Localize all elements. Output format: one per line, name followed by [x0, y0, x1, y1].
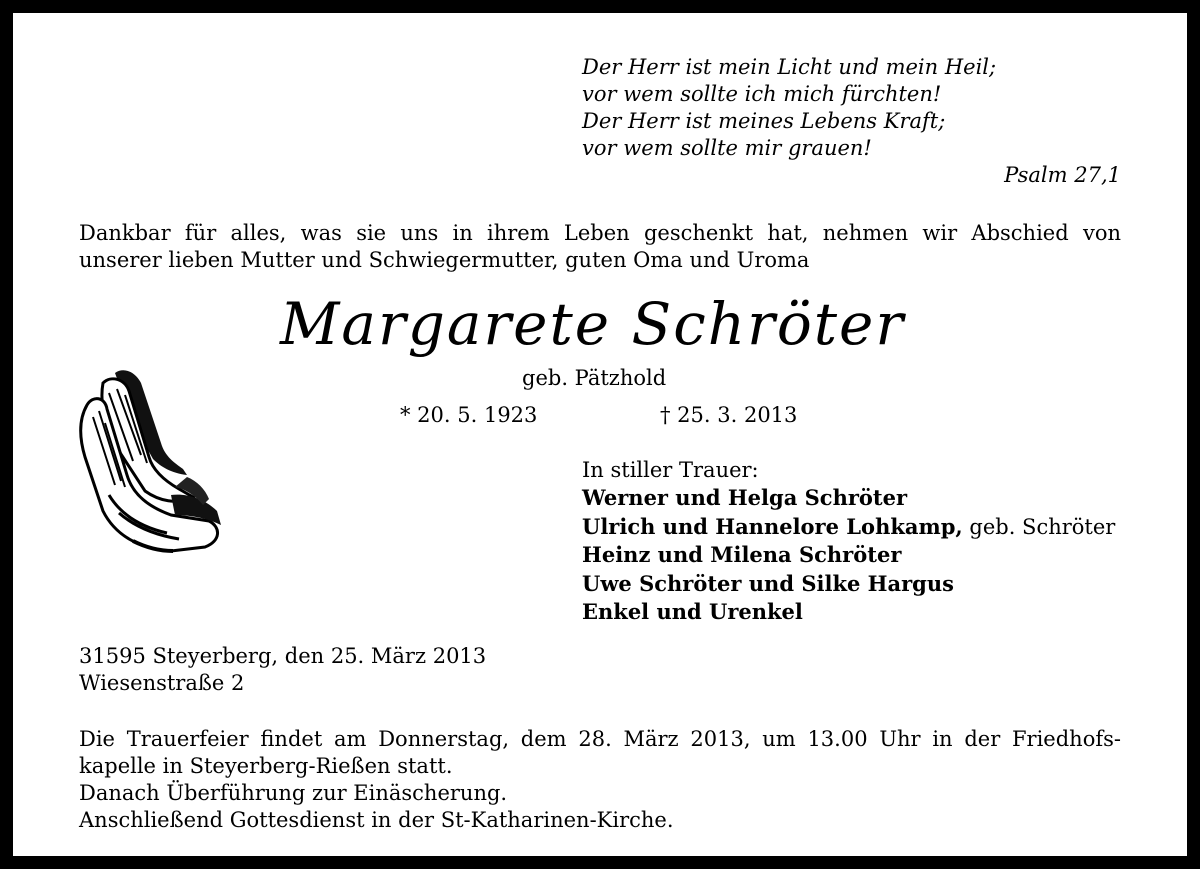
- mourner-names: Heinz und Milena Schröter: [582, 542, 902, 567]
- service-info: [79, 726, 1121, 834]
- mourners-heading: In stiller Trauer:: [582, 458, 759, 482]
- birth-name: geb. Pätzhold: [522, 366, 667, 390]
- mourner-names: Werner und Helga Schröter: [582, 485, 908, 510]
- mourner-entry: [582, 541, 1115, 570]
- psalm-line: vor wem sollte ich mich fürchten!: [582, 82, 942, 106]
- place-date: 31595 Steyerberg, den 25. März 2013: [79, 644, 487, 668]
- mourner-entry: [582, 570, 1115, 599]
- service-line: Anschließend Gottesdienst in der St-Katharinen-Kirche.: [79, 808, 674, 832]
- psalm-reference: Psalm 27,1: [1004, 163, 1121, 187]
- intro-line: unserer lieben Mutter und Schwiegermutter, guten Oma und Uroma: [79, 248, 810, 272]
- address-block: [79, 643, 486, 697]
- birth-date: * 20. 5. 1923: [400, 403, 538, 427]
- praying-hands-icon: [75, 365, 225, 555]
- intro-text: [79, 220, 1121, 274]
- mourner-names: Enkel und Urenkel: [582, 599, 803, 624]
- mourner-entry: [582, 484, 1115, 513]
- service-line: Danach Überführung zur Einäscherung.: [79, 781, 508, 805]
- death-date: † 25. 3. 2013: [660, 403, 798, 427]
- psalm-quote: [582, 54, 996, 162]
- service-line: kapelle in Steyerberg-Rießen statt.: [79, 754, 453, 778]
- mourner-names: Ulrich und Hannelore Lohkamp,: [582, 513, 963, 539]
- mourner-entry: [582, 513, 1115, 542]
- deceased-name: Margarete Schröter: [280, 290, 906, 358]
- psalm-line: Der Herr ist mein Licht und mein Heil;: [582, 55, 997, 79]
- intro-line: Dankbar für alles, was sie uns in ihrem Leben geschenkt hat, nehmen wir Abschied von: [79, 221, 1121, 245]
- service-line: Die Trauerfeier findet am Donnerstag, dem 28. März 2013, um 13.00 Uhr in der Friedhofs-: [79, 727, 1121, 751]
- mourners-list: [582, 484, 1115, 627]
- psalm-line: Der Herr ist meines Lebens Kraft;: [582, 109, 946, 133]
- psalm-line: vor wem sollte mir grauen!: [582, 136, 872, 160]
- mourner-entry: [582, 598, 1115, 627]
- street: Wiesenstraße 2: [79, 671, 245, 695]
- mourner-suffix: geb. Schröter: [962, 514, 1116, 539]
- mourner-names: Uwe Schröter und Silke Hargus: [582, 570, 954, 596]
